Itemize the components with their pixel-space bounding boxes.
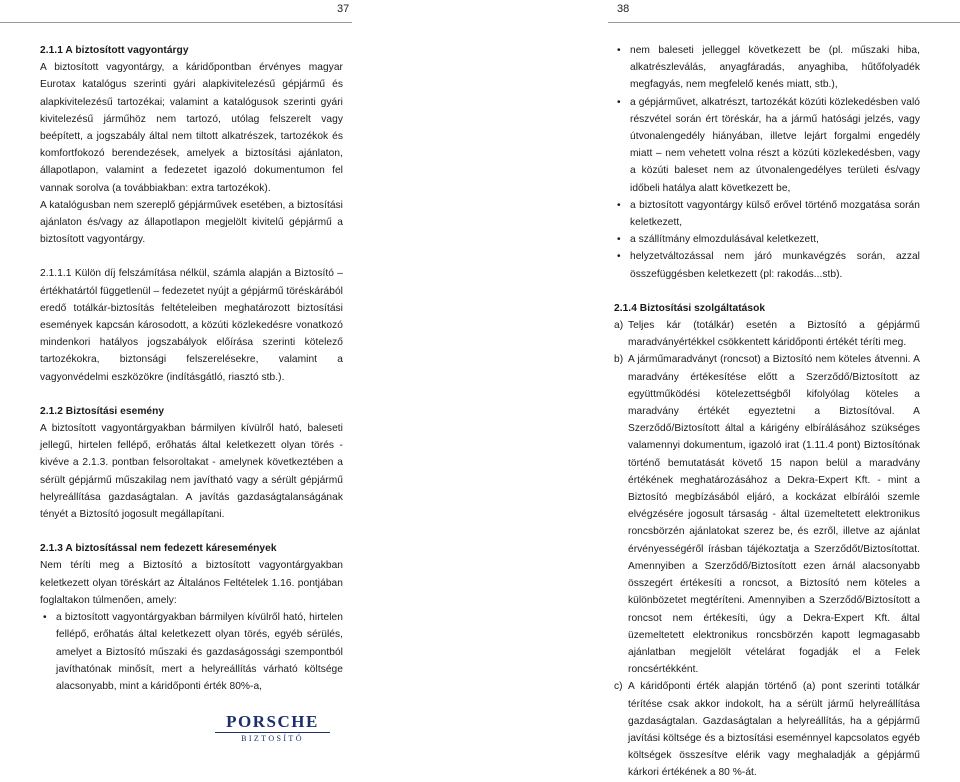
left-column xyxy=(40,42,343,695)
header-rule-right xyxy=(608,22,960,23)
logo-divider xyxy=(215,732,330,733)
page-number-left: 37 xyxy=(337,3,350,15)
service-item-c-text: A káridőponti érték alapján történő (a) pont szerinti totálkár térítése csak akkor indokolt, ha a sérült jármű helyreállítása gazdaságtalan. Gazdaságtalan a helyreállítás, ha a gépjármű javítási költsége és a biztosítási eseménnyel kapcsolatos egyéb költségek összesítve elérik vagy meghaladják a gépjármű kárkori értékének a 80 %-át. xyxy=(628,681,920,779)
paragraph-2-1-1-b: A katalógusban nem szereplő gépjárművek esetében, a biztosítási ajánlaton és/vagy az állapotlapon megjelölt kivitelű gépjármű a biztosított vagyontárgy. xyxy=(40,199,343,246)
page-number-right: 38 xyxy=(617,3,630,15)
list-item: • a szállítmány elmozdulásával keletkezett, xyxy=(614,231,920,248)
item-letter: b) xyxy=(614,354,624,366)
list-item: • nem baleseti jelleggel következett be (pl. műszaki hiba, alkatrészleválás, anyagfáradás, anyaghiba, hűtőfolyadék megfagyás, nem megfelelő kenés miatt, stb.), xyxy=(614,42,920,94)
section-heading-2-1-3: 2.1.3 A biztosítással nem fedezett káresemények xyxy=(40,543,277,555)
service-item-a xyxy=(614,317,920,351)
right-column xyxy=(614,42,920,782)
service-item-b-text: A járműmaradványt (roncsot) a Biztosító nem köteles átvenni. A maradvány értékesítése előtt a Szerződő/Biztosított az együttműködési kötelezettségből kifolyólag köteles a maradvány értékét egyeztetni a Biztosítóval. A Szerződő/Biztosított által a kárigény elbírálásához szükséges valamennyi dokumentum, igazoló irat (1.11.4 pont) Biztosítónak történő bemutatását követő 15 napon belül a maradvány értékének meghatározásához a Dekra-Expert Kft. - mint a Biztosító megbízásából eljáró, a kockázat elbírálói szemle elvégzésére jogosult társaság - által üzemeltetett elektronikus roncsbörzén ajánlatokat szerez be, és ezről, illetve az ajánlat érvényességéről írásban tájékoztatja a Szerződőt/Biztosítottat. Amennyiben a Szerződő/Biztosított ezen árnál alacsonyabb összegért értékesíti a roncsot, a Biztosító nem köteles a különbözetet megtéríteni. Amennyiben a Szerződő/Biztosított a roncsot nem értékesíti, úgy a Dekra-Expert Kft. által üzemeltetett elektronikus roncsbörzén kapott legmagasabb ajánlatban megjelölt vételárat fogadják el a Felek roncsértékként. xyxy=(628,354,920,676)
paragraph-2-1-2: A biztosított vagyontárgyakban bármilyen kívülről ható, baleseti jellegű, hirtelen fellépő, erőhatás által keletkezett olyan törés - kivéve a 2.1.3. pontban felsoroltakat - amelynek következtében a sérült gépjármű műszakilag nem javítható vagy a sérült gépjármű helyreállítása gazdaságtalan. A javítás gazdaságtalanságának tényét a Biztosító jogosult megállapítani. xyxy=(40,423,343,521)
header-rule-left xyxy=(0,22,352,23)
logo-subtitle: BIZTOSÍTÓ xyxy=(241,734,304,743)
paragraph-2-1-3: Nem téríti meg a Biztosító a biztosított vagyontárgyakban keletkezett olyan töréskárt az Általános Feltételek 1.16. pontjában foglaltakon túlmenően, amely: xyxy=(40,560,343,606)
paragraph-2-1-1-1: 2.1.1.1 Külön díj felszámítása nélkül, számla alapján a Biztosító – értékhatártól függetlenül – fedezetet nyújt a gépjármű töréskárából eredő totálkár-biztosítás feltételeiben meghatározott biztosítási események kapcsán károsodott, a közúti közlekedésre vonatkozó mindenkori hatályos jogszabályok előírása szerinti kötelező tartozékokra, biztonsági felszerelésekre, valamint a vagyonvédelmi eszközökre (indításgátló, riasztó stb.). xyxy=(40,268,343,383)
exclusions-list-left xyxy=(40,609,343,695)
section-heading-2-1-1: 2.1.1 A biztosított vagyontárgy xyxy=(40,45,189,56)
list-item: • a biztosított vagyontárgy külső erővel történő mozgatása során keletkezett, xyxy=(614,197,920,231)
section-heading-2-1-2: 2.1.2 Biztosítási esemény xyxy=(40,405,165,417)
exclusions-list-right xyxy=(614,42,920,283)
item-letter: a) xyxy=(614,320,624,332)
list-item: • a biztosított vagyontárgyakban bármilyen kívülről ható, hirtelen fellépő, erőhatás által keletkezett olyan törés, egyéb sérülés, amelyet a Biztosító műszaki és gazdaságossági szempontból javíthatónak minősít, mert a helyreállítás várható költsége alacsonyabb, mint a káridőponti érték 80%-a, xyxy=(40,609,343,695)
list-item: • a gépjárművet, alkatrészt, tartozékát közúti közlekedésben való részvétel során ért töréskár, ha a jármű hatósági jelzés, vagy útvonalengedély hiányában, illetve lejárt forgalmi engedély miatt – nem vehetett volna részt a közúti közlekedésben, vagy a közúti baleset nem az útvonalengedélyes területi és/vagy időbeli hatálya alatt következett be, xyxy=(614,94,920,197)
list-item: • helyzetváltozással nem járó munkavégzés során, azzal összefüggésben keletkezett (pl: rakodás...stb). xyxy=(614,248,920,282)
service-item-a-text: Teljes kár (totálkár) esetén a Biztosító a gépjármű maradványértékkel csökkentett káridőponti értékét téríti meg. xyxy=(628,320,920,349)
section-heading-2-1-4: 2.1.4 Biztosítási szolgáltatások xyxy=(614,302,766,314)
porsche-biztosito-logo xyxy=(205,713,340,744)
logo-wordmark: PORSCHE xyxy=(226,712,319,731)
spacer xyxy=(40,248,343,265)
spacer xyxy=(40,386,343,403)
service-item-b xyxy=(614,351,920,678)
spacer xyxy=(614,283,920,300)
item-letter: c) xyxy=(614,681,623,693)
paragraph-2-1-1-a: A biztosított vagyontárgy, a káridőpontban érvényes magyar Eurotax katalógus szerinti gyári alapkivitelezésű gépjármű és alapkivitelezésű tartozékai; valamint a katalógusok szerinti gyári kivitelezésű járműhöz nem tartozó, utólag felszerelt vagy beépített, a jogszabály által nem tiltott alkatrészek, tartozékok és komfortfokozó berendezések, amelyek a biztosítási ajánlaton, állapotlapon, valamint a fedezetet igazoló dokumentumon fel vannak sorolva (a továbbiakban: extra tartozékok). xyxy=(40,62,343,194)
spacer xyxy=(40,523,343,540)
service-item-c xyxy=(614,678,920,781)
